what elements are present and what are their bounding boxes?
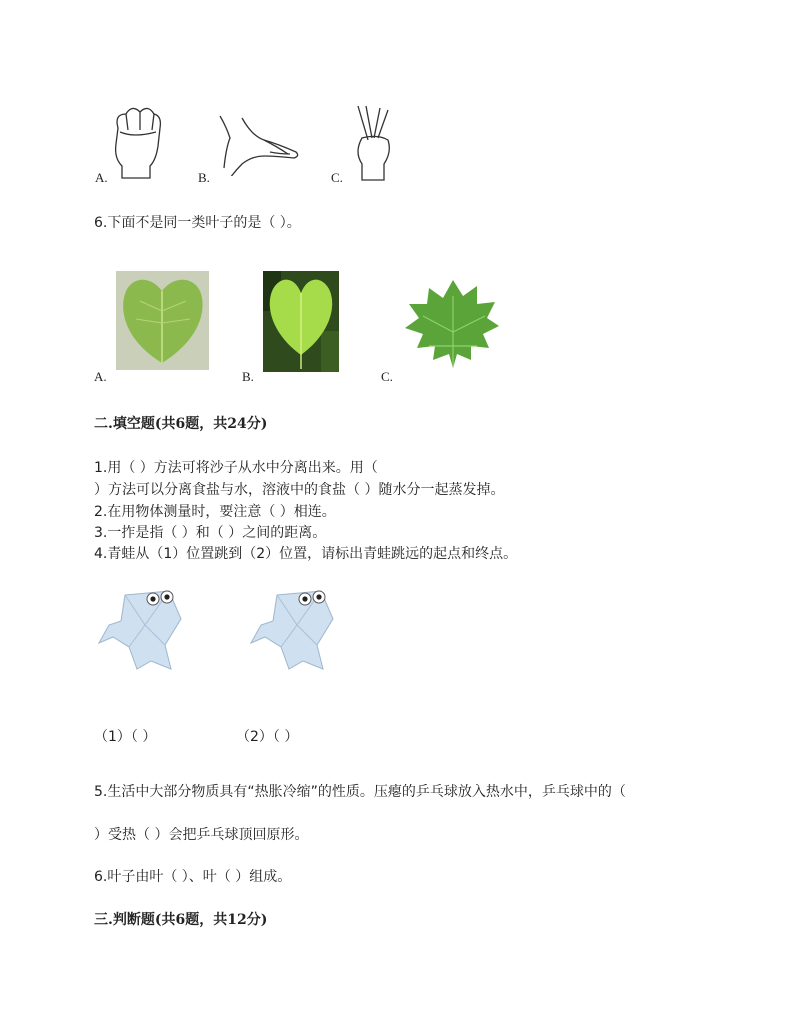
fill-question-2: 2.在用物体测量时，要注意（ ）相连。 bbox=[94, 504, 336, 520]
section-3-heading: 三.判断题(共6题，共12分) bbox=[94, 912, 268, 928]
fill-question-5-line-2: ）受热（ ）会把乒乓球顶回原形。 bbox=[94, 827, 309, 843]
hand-option-b-label: B. bbox=[198, 170, 210, 185]
fill-question-1-line-1: 1.用（ ）方法可将沙子从水中分离出来。用（ bbox=[94, 460, 378, 476]
fill-question-5-line-1: 5.生活中大部分物质具有“热胀冷缩”的性质。压瘪的乒乓球放入热水中，乒乓球中的（ bbox=[94, 784, 626, 800]
leaf-option-c-label: C. bbox=[381, 369, 393, 384]
hand-option-a-label: A. bbox=[95, 170, 108, 185]
hand-option-b-image bbox=[214, 114, 302, 176]
fill-question-1-line-2: ）方法可以分离食盐与水，溶液中的食盐（ ）随水分一起蒸发掉。 bbox=[94, 482, 505, 498]
hand-option-a-image bbox=[106, 98, 168, 182]
fill-question-4: 4.青蛙从（1）位置跳到（2）位置，请标出青蛙跳远的起点和终点。 bbox=[94, 546, 518, 562]
hand-option-c-image bbox=[352, 104, 394, 182]
leaf-option-a-label: A. bbox=[94, 369, 107, 384]
leaf-option-b-label: B. bbox=[242, 369, 254, 384]
leaf-option-a-image bbox=[116, 271, 209, 370]
fill-question-3: 3.一拃是指（ ）和（ ）之间的距离。 bbox=[94, 525, 327, 541]
frog-position-1-image bbox=[95, 585, 191, 677]
leaf-option-b-image bbox=[263, 271, 339, 372]
frog-position-2-blank: （2）（ ） bbox=[236, 729, 299, 745]
section-2-heading: 二.填空题(共6题，共24分) bbox=[94, 416, 268, 432]
fill-question-6: 6.叶子由叶（ ）、叶（ ）组成。 bbox=[94, 869, 292, 885]
leaf-option-c-image bbox=[403, 276, 501, 372]
frog-position-2-image bbox=[247, 585, 343, 677]
hand-option-c-label: C. bbox=[331, 170, 343, 185]
question-6-leaves: 6.下面不是同一类叶子的是（ ）。 bbox=[94, 215, 301, 231]
frog-position-1-blank: （1）（ ） bbox=[94, 729, 157, 745]
